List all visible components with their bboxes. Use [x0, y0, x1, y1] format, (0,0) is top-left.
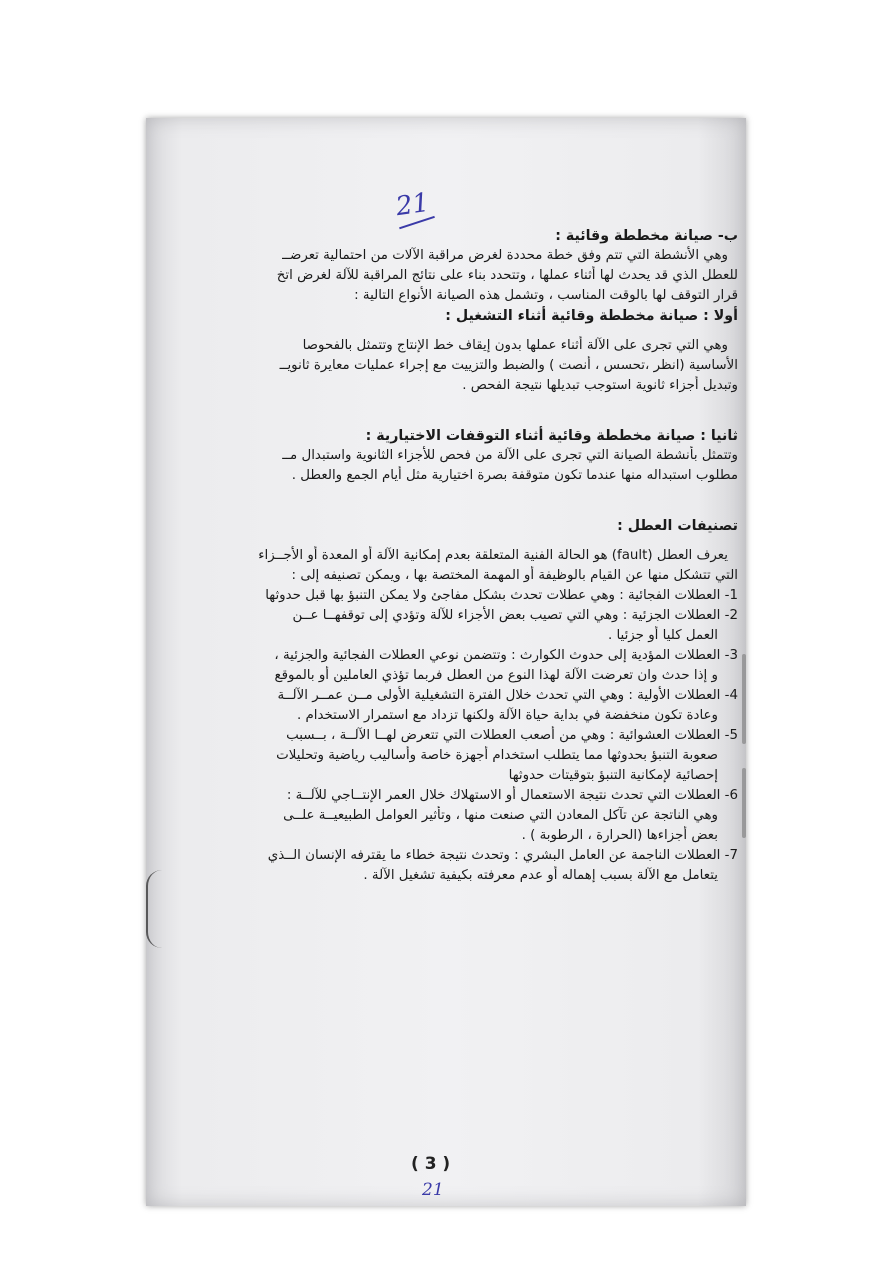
list-item-continuation: إحصائية لإمكانية التنبؤ بتوقيتات حدوثها	[508, 768, 718, 783]
list-item-continuation: يتعامل مع الآلة بسبب إهماله أو عدم معرفته بكيفية تشغيل الآلة .	[363, 868, 718, 883]
paragraph-line: وهي التي تجرى على الآلة أثناء عملها بدون إيقاف خط الإنتاج وتتمثل بالفحوصا	[302, 338, 728, 353]
paragraph-line: الأساسية (انظر ،تحسس ، أنصت ) والضبط والتزييت مع إجراء عمليات معايرة ثانويــ	[279, 358, 738, 373]
paper-edge-mark	[742, 654, 746, 744]
list-item: 7- العطلات الناجمة عن العامل البشري : وتحدث نتيجة خطاء ما يقترفه الإنسان الــذي	[267, 848, 738, 863]
page-number: ( 3 )	[411, 1154, 451, 1174]
section-title-second: ثانيا : صيانة مخططة وقائية أثناء التوقفات الاختيارية :	[365, 428, 738, 444]
list-item: 2- العطلات الجزئية : وهي التي تصيب بعض الأجزاء للآلة وتؤدي إلى توقفهــا عــن	[292, 608, 738, 623]
list-item-continuation: و إذا حدث وان تعرضت الآلة لهذا النوع من العطل فربما تؤذي العاملين أو بالموقع	[274, 668, 718, 683]
paper-edge-mark	[742, 768, 746, 838]
list-item-continuation: وهي الناتجة عن تآكل المعادن التي صنعت منها ، وتأثير العوامل الطبيعيــة علــى	[283, 808, 718, 823]
list-item: 1- العطلات الفجائية : وهي عطلات تحدث بشكل مفاجئ ولا يمكن التنبؤ بها قبل حدوثها	[265, 588, 738, 603]
section-title-faults: تصنيفات العطل :	[617, 518, 738, 534]
handwritten-page-number-top: 21	[394, 187, 432, 223]
paragraph-line: وهي الأنشطة التي تتم وفق خطة محددة لغرض مراقبة الآلات من احتمالية تعرضــ	[282, 248, 728, 263]
paragraph-line: التي تتشكل منها عن القيام بالوظيفة أو المهمة المختصة بها ، ويمكن تصنيفه إلى :	[291, 568, 738, 583]
handwritten-page-number-bottom: 21	[422, 1180, 444, 1200]
list-item-continuation: العمل كليا أو جزئيا .	[607, 628, 718, 643]
list-item-continuation: بعض أجزاءها (الحرارة ، الرطوبة ) .	[521, 828, 718, 843]
paragraph-line: وتبديل أجزاء ثانوية استوجب تبديلها نتيجة الفحص .	[462, 378, 738, 393]
document-body	[154, 226, 738, 886]
section-title-b: ب- صيانة مخططة وقائية :	[555, 228, 738, 244]
paragraph-line: يعرف العطل (fault) هو الحالة الفنية المتعلقة بعدم إمكانية الآلة أو المعدة أو الأجــزاء	[258, 548, 728, 563]
paragraph-line: وتتمثل بأنشطة الصيانة التي تجرى على الآلة من فحص للأجزاء الثانوية واستبدال مــ	[282, 448, 738, 463]
list-item-continuation: وعادة تكون منخفضة في بداية حياة الآلة ولكنها تزداد مع استمرار الاستخدام .	[296, 708, 718, 723]
list-item: 6- العطلات التي تحدث نتيجة الاستعمال أو الاستهلاك خلال العمر الإنتــاجي للآلــة :	[286, 788, 738, 803]
section-title-first: أولا : صيانة مخططة وقائية أثناء التشغيل :	[445, 308, 738, 324]
paragraph-line: مطلوب استبداله منها عندما تكون متوقفة بصرة اختيارية مثل أيام الجمع والعطل .	[291, 468, 738, 483]
paragraph-line: قرار التوقف لها بالوقت المناسب ، وتشمل هذه الصيانة الأنواع التالية :	[354, 288, 738, 303]
scanned-document-page	[146, 118, 746, 1206]
list-item: 4- العطلات الأولية : وهي التي تحدث خلال الفترة التشغيلية الأولى مــن عمــر الآلــة	[277, 688, 738, 703]
list-item: 3- العطلات المؤدية إلى حدوث الكوارث : وتتضمن نوعي العطلات الفجائية والجزئية ،	[274, 648, 738, 663]
list-item: 5- العطلات العشوائية : وهي من أصعب العطلات التي تتعرض لهــا الآلــة ، بــسبب	[286, 728, 738, 743]
list-item-continuation: صعوبة التنبؤ بحدوثها مما يتطلب استخدام أجهزة خاصة وأساليب رياضية وتحليلات	[276, 748, 718, 763]
paragraph-line: للعطل الذي قد يحدث لها أثناء عملها ، وتتحدد بناء على نتائج المراقبة للآلة لغرض اتخ	[276, 268, 738, 283]
